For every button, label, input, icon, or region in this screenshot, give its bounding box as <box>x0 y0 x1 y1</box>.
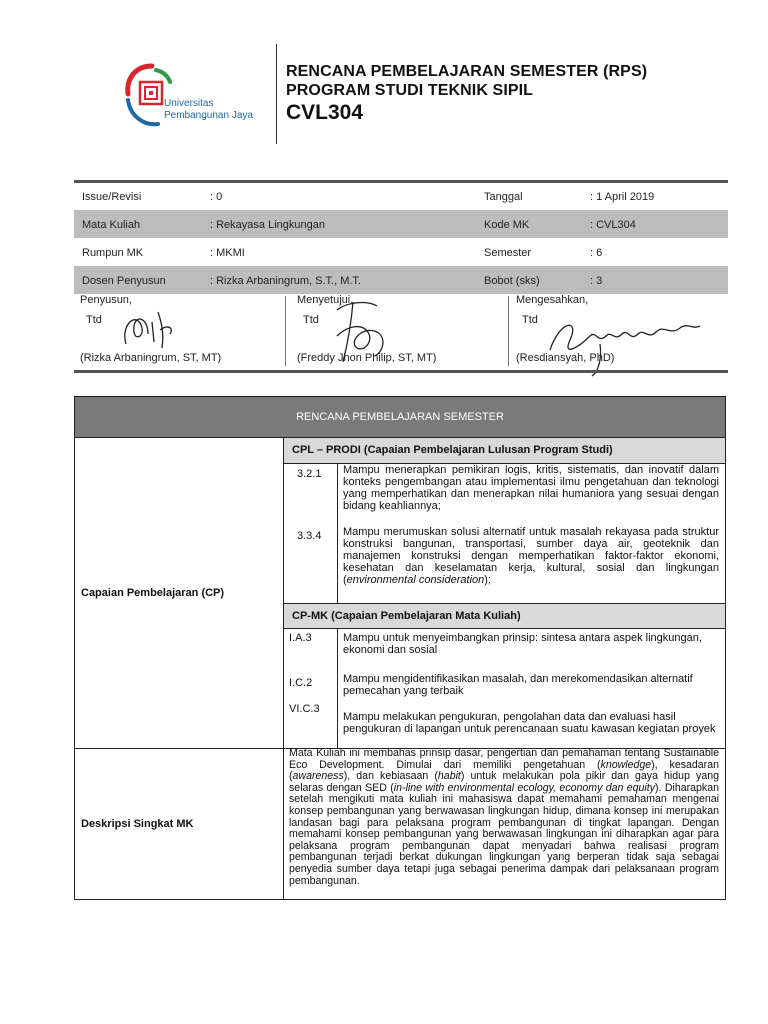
rps-table-heading: RENCANA PEMBELAJARAN SEMESTER <box>75 397 725 437</box>
signature-penyusun <box>80 294 280 372</box>
signature-name: (Freddy Jhon Philip, ST, MT) <box>297 352 437 364</box>
signature-role: Menyetujui, <box>297 294 354 306</box>
cpmk-text: Mampu untuk menyeimbangkan prinsip: sintesa antara aspek lingkungan, ekonomi dan sosial <box>343 632 702 656</box>
handwritten-signature-icon <box>118 304 178 354</box>
info-label: Semester <box>484 247 532 259</box>
signature-mengesahkan <box>516 294 721 372</box>
info-value: : Rizka Arbaningrum, S.T., M.T. <box>210 275 361 287</box>
logo-text-line2: Pembangunan Jaya <box>164 110 253 121</box>
column-divider <box>283 437 284 899</box>
signature-ttd: Ttd <box>303 314 319 326</box>
info-value: : 3 <box>590 275 603 287</box>
signature-ttd: Ttd <box>86 314 102 326</box>
row-divider <box>283 628 725 629</box>
info-value: : MKMI <box>210 247 245 259</box>
cp-label: Capaian Pembelajaran (CP) <box>81 587 225 599</box>
info-value: : 1 April 2019 <box>590 191 655 203</box>
cpl-code: 3.2.1 <box>297 468 322 480</box>
info-value: : CVL304 <box>590 219 636 231</box>
info-label: Dosen Penyusun <box>82 275 166 287</box>
info-row <box>74 210 728 238</box>
info-label: Issue/Revisi <box>82 191 142 203</box>
cpmk-code: I.C.2 <box>289 677 313 689</box>
program-title: PROGRAM STUDI TEKNIK SIPIL <box>286 82 534 99</box>
course-info-table <box>74 182 728 294</box>
column-divider <box>337 463 338 603</box>
description-label: Deskripsi Singkat MK <box>81 818 194 830</box>
cpmk-code: VI.C.3 <box>289 703 320 715</box>
cpmk-text: Mampu mengidentifikasikan masalah, dan merekomendasikan alternatif pemecahan yang terbaik <box>343 673 693 697</box>
cpmk-text: Mampu melakukan pengukuran, pengolahan data dan evaluasi hasil pengukuran di lapangan untuk perencanaan suatu kawasan kegiatan proyek <box>343 711 716 735</box>
info-label: Kode MK <box>484 219 530 231</box>
cpl-text: Mampu merumuskan solusi alternatif untuk masalah rekayasa pada struktur konstruksi bangunan, transportasi, sumber daya air, geoteknik dan manajemen konstruksi dengan memperhatikan faktor-faktor ekonomi, kesehatan dan keselamatan kerja, kultural, sosial dan lingkungan (environmental consideration); <box>343 526 719 586</box>
info-label: Tanggal <box>484 191 523 203</box>
course-description: Mata Kuliah ini membahas prinsip dasar, pengertian dan pemahaman tentang Sustainable Eco Development. Dimulai dari memiliki pengetahuan (knowledge), kesadaran (awareness), dan kebiasaan (habit) untuk melakukan pola pikir dan gaya hidup yang selaras dengan SED (in-line with environmental ecology, economy dan equity). Diharapkan setelah mengikuti mata kuliah ini mahasiswa dapat memahami pemahaman mengenai konsep pembangunan yang berwawasan lingkungan hidup, dimana konsep ini merupakan landasan bagi para pelaksana program pembangunan di tingkat lapangan. Dengan memahami konsep pembangunan yang berwawasan lingkungan ini diharapkan agar para pelaksana program pembangunan dapat menyadari bahwa realisasi program pembangunan terjadi berkat dukungan lingkungan yang berperan tidak saja sebagai penyedia sumber daya tetapi juga sebagai penerima dampak dari pelaksanaan program pembangunan. <box>289 747 719 887</box>
signature-ttd: Ttd <box>522 314 538 326</box>
info-row <box>74 266 728 294</box>
cpmk-heading: CP-MK (Capaian Pembelajaran Mata Kuliah) <box>284 604 725 628</box>
info-label: Bobot (sks) <box>484 275 540 287</box>
handwritten-signature-icon <box>540 300 710 380</box>
signature-divider <box>508 296 509 366</box>
logo-text-line1: Universitas <box>164 98 214 109</box>
signature-divider <box>285 296 286 366</box>
info-bottom-border <box>74 370 728 373</box>
header-divider <box>276 44 277 144</box>
course-code-title: CVL304 <box>286 101 364 124</box>
info-value: : 0 <box>210 191 223 203</box>
cpl-code: 3.3.4 <box>297 530 322 542</box>
column-divider <box>337 628 338 748</box>
info-label: Mata Kuliah <box>82 219 141 231</box>
cpl-text: Mampu menerapkan pemikiran logis, kritis, sistematis, dan inovatif dalam konteks pengembangan atau implementasi ilmu pengetahuan dan teknologi yang memperhatikan dan menerapkan nilai humaniora yang sesuai dengan bidang keahliannya; <box>343 464 719 512</box>
info-value: : Rekayasa Lingkungan <box>210 219 325 231</box>
info-label: Rumpun MK <box>82 247 144 259</box>
cpl-heading: CPL – PRODI (Capaian Pembelajaran Lulusan Program Studi) <box>284 438 725 463</box>
cpmk-code: I.A.3 <box>289 632 312 644</box>
rps-table <box>74 396 726 900</box>
university-logo <box>122 60 272 132</box>
info-row <box>74 182 728 210</box>
document-title: RENCANA PEMBELAJARAN SEMESTER (RPS) <box>286 63 648 80</box>
info-row <box>74 238 728 266</box>
signature-name: (Rizka Arbaningrum, ST, MT) <box>80 352 222 364</box>
signature-menyetujui <box>297 294 497 372</box>
signature-role: Mengesahkan, <box>516 294 589 306</box>
info-value: : 6 <box>590 247 603 259</box>
signature-role: Penyusun, <box>80 294 132 306</box>
signature-name: (Resdiansyah, PhD) <box>516 352 615 364</box>
